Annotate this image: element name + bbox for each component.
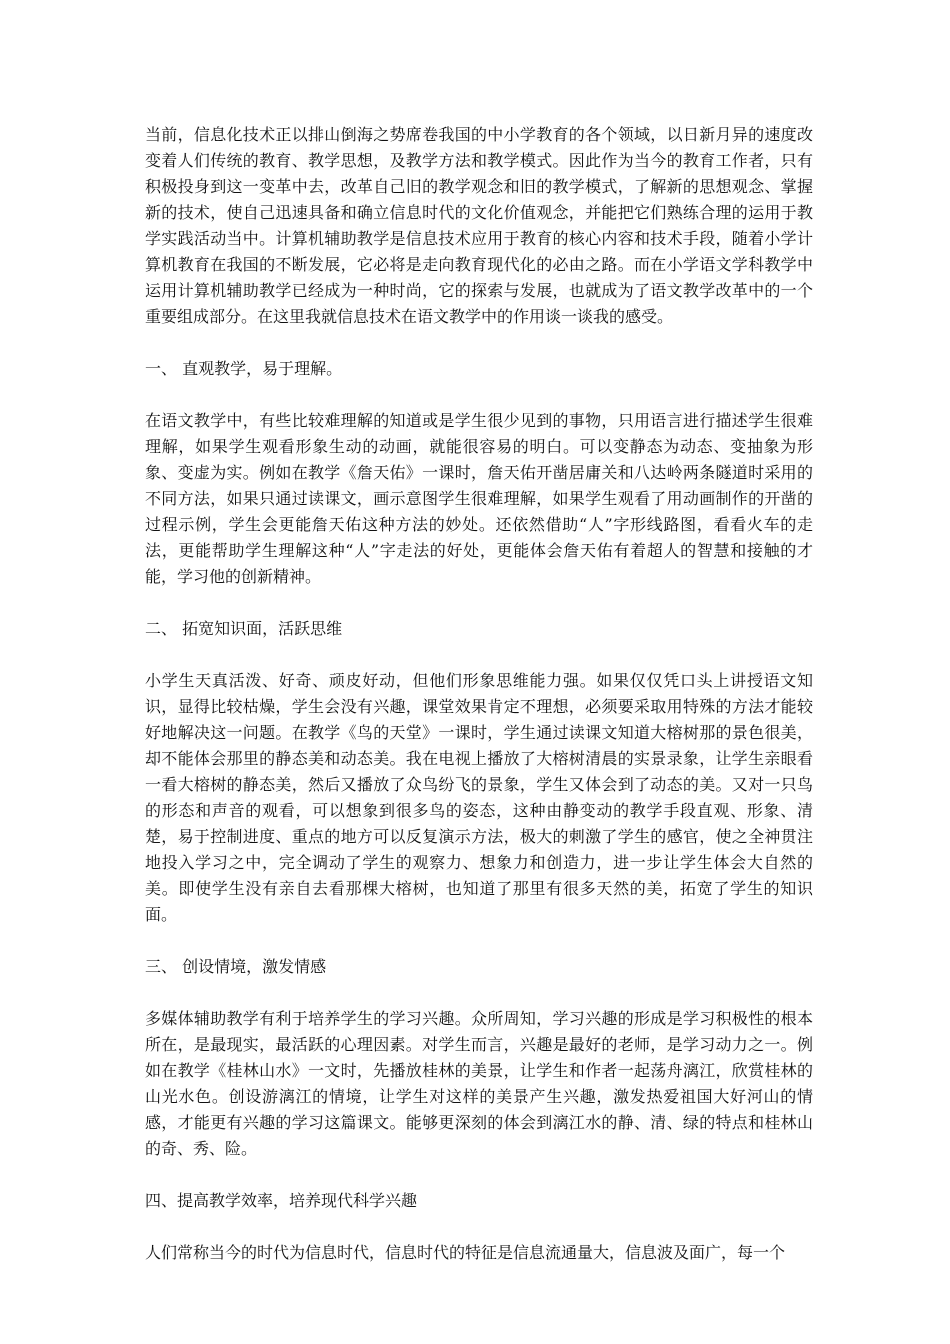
section-body-4: 人们常称当今的时代为信息时代，信息时代的特征是信息流通量大，信息波及面广，每一个 [145,1243,786,1262]
section-heading-2: 二、 拓宽知识面，活跃思维 [145,619,343,638]
section-heading-1: 一、 直观教学，易于理解。 [145,359,343,378]
section-body-2: 小学生天真活泼、好奇、顽皮好动，但他们形象思维能力强。如果仅仅凭口头上讲授语文知识，显得比较枯燥，学生会没有兴趣，课堂效果肯定不理想，必须要采取用特殊的方法才能较好地解决这一问题。在教学《鸟的天堂》一课时，学生通过读课文知道大榕树那的景色很美，却不能体会那里的静态美和动态美。我在电视上播放了大榕树清晨的实景录象，让学生亲眼看一看大榕树的静态美，然后又播放了众鸟纷飞的景象，学生又体会到了动态的美。又对一只鸟的形态和声音的观看，可以想象到很多鸟的姿态，这种由静变动的教学手段直观、形象、清楚，易于控制进度、重点的地方可以反复演示方法，极大的刺激了学生的感官，使之全神贯注地投入学习之中，完全调动了学生的观察力、想象力和创造力，进一步让学生体会大自然的美。即使学生没有亲自去看那棵大榕树，也知道了那里有很多天然的美，拓宽了学生的知识面。 [145,671,813,924]
section-body-1: 在语文教学中，有些比较难理解的知道或是学生很少见到的事物，只用语言进行描述学生很难理解，如果学生观看形象生动的动画，就能很容易的明白。可以变静态为动态、变抽象为形象、变虚为实。例如在教学《詹天佑》一课时，詹天佑开凿居庸关和八达岭两条隧道时采用的不同方法，如果只通过读课文，画示意图学生很难理解，如果学生观看了用动画制作的开凿的过程示例，学生会更能詹天佑这种方法的妙处。还依然借助“人”字形线路图，看看火车的走法，更能帮助学生理解这种“人”字走法的好处，更能体会詹天佑有着超人的智慧和接触的才能，学习他的创新精神。 [145,411,813,586]
intro-paragraph: 当前，信息化技术正以排山倒海之势席卷我国的中小学教育的各个领域，以日新月异的速度改变着人们传统的教育、教学思想，及教学方法和教学模式。因此作为当今的教育工作者，只有积极投身到这一变革中去，改革自己旧的教学观念和旧的教学模式，了解新的思想观念、掌握新的技术，使自己迅速具备和确立信息时代的文化价值观念，并能把它们熟练合理的运用于教学实践活动当中。计算机辅助教学是信息技术应用于教育的核心内容和技术手段，随着小学计算机教育在我国的不断发展，它必将是走向教育现代化的必由之路。而在小学语文学科教学中运用计算机辅助教学已经成为一种时尚，它的探索与发展，也就成为了语文教学改革中的一个重要组成部分。在这里我就信息技术在语文教学中的作用谈一谈我的感受。 [145,125,813,326]
section-heading-4: 四、提高教学效率，培养现代科学兴趣 [145,1191,418,1210]
section-heading-3: 三、 创设情境，激发情感 [145,957,327,976]
document-content [145,122,813,1266]
section-body-3: 多媒体辅助教学有利于培养学生的学习兴趣。众所周知，学习兴趣的形成是学习积极性的根本所在，是最现实，最活跃的心理因素。对学生而言，兴趣是最好的老师，是学习动力之一。例如在教学《桂林山水》一文时，先播放桂林的美景，让学生和作者一起荡舟漓江，欣赏桂林的山光水色。创设游漓江的情境，让学生对这样的美景产生兴趣，激发热爱祖国大好河山的情感，才能更有兴趣的学习这篇课文。能够更深刻的体会到漓江水的静、清、绿的特点和桂林山的奇、秀、险。 [145,1009,813,1158]
